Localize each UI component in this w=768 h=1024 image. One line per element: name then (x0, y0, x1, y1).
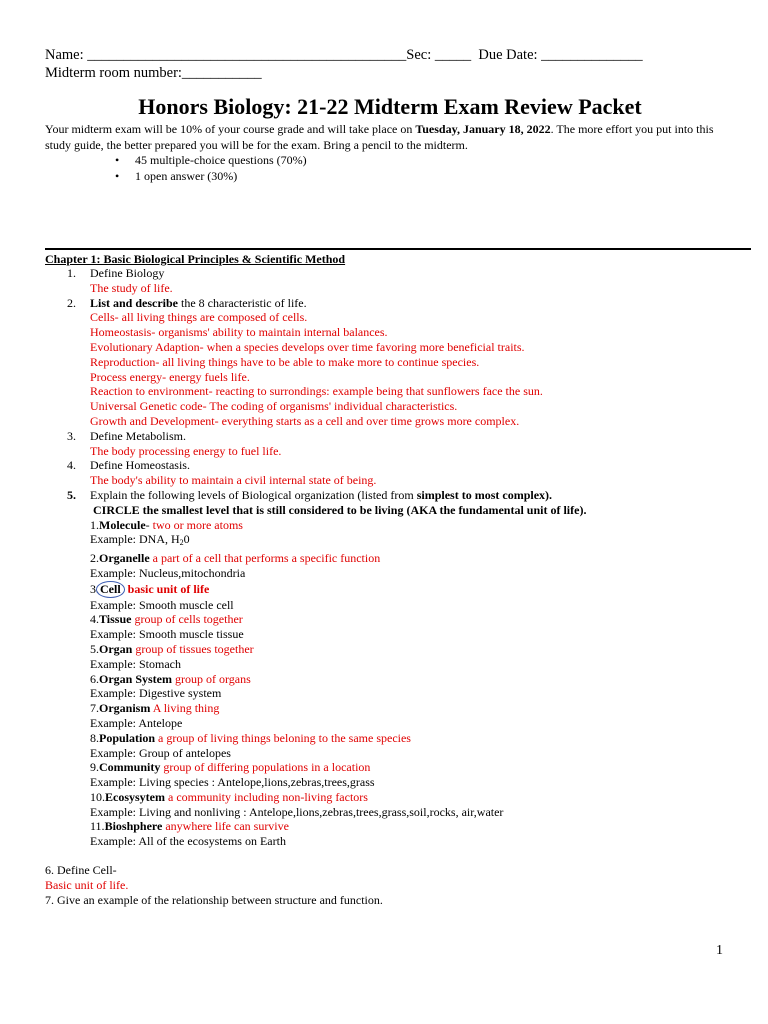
level-item (45, 551, 735, 566)
level-name: Organelle (99, 551, 150, 566)
level-number: 11. (90, 819, 105, 834)
level-name: Ecosysytem (105, 789, 165, 804)
exam-format-list (45, 153, 735, 184)
answer-2-line: Reproduction- all living things have to be able to make more to continue species. (90, 354, 480, 369)
level-item (45, 581, 735, 598)
level-item: 1.Molecule- two or more atoms (90, 517, 243, 532)
level-definition: basic unit of life (127, 581, 210, 596)
answer-1: The study of life. (90, 280, 173, 295)
level-name: Organ System (99, 671, 172, 686)
question-3: 3. Define Metabolism. (67, 428, 186, 443)
document-title: Honors Biology: 21-22 Midterm Exam Review Packet (138, 94, 642, 119)
level-item (45, 790, 735, 805)
level-item (45, 672, 735, 687)
answer-2-line: Universal Genetic code- The coding of organisms' individual characteristics. (90, 399, 458, 414)
level-item (45, 760, 735, 775)
answer-2-line: Growth and Development- everything starts as a cell and over time grows more complex. (90, 413, 520, 428)
level-number: 8. (90, 730, 99, 745)
chapter-heading: Chapter 1: Basic Biological Principles & Scientific Method (45, 252, 346, 266)
level-number: 6. (90, 671, 99, 686)
level-number: 7. (90, 701, 99, 716)
level-example: Example: Nucleus,mitochondria (90, 565, 246, 580)
level-item (45, 819, 735, 834)
level-number: 3. (90, 581, 99, 596)
level-example: Example: Digestive system (90, 686, 222, 701)
level-definition: A living thing (152, 701, 220, 716)
level-number: 1. (90, 517, 99, 532)
level-definition: group of cells together (134, 612, 243, 627)
question-5: 5. Explain the following levels of Biological organization (listed from simplest to most complex). (67, 487, 553, 502)
level-number: 2. (90, 551, 99, 566)
chapter-content (45, 266, 735, 907)
level-item (45, 701, 735, 716)
level-example: Example: Smooth muscle cell (90, 597, 234, 612)
level-example: Example: DNA, $H_20$ (90, 532, 190, 548)
circle-instruction: CIRCLE the smallest level that is still considered to be living (AKA the fundamental unit of life). (93, 502, 587, 517)
level-definition: anywhere life can survive (165, 819, 289, 834)
name-section-date-line: Name: ____________________________________________Sec: _____ Due Date: ______________ (45, 47, 643, 63)
level-name: Organ (99, 641, 133, 656)
level-definition: group of organs (175, 671, 251, 686)
level-example: Example: Stomach (90, 656, 181, 671)
answer-2-line: Process energy- energy fuels life. (90, 369, 250, 384)
level-example: Example: All of the ecosystems on Earth (90, 834, 286, 849)
organization-levels (45, 518, 735, 850)
question-6: 6. Define Cell- (45, 863, 117, 878)
answer-2-line: Evolutionary Adaption- when a species develops over time favoring more beneficial traits. (90, 339, 525, 354)
list-item: • 1 open answer (30%) (135, 169, 735, 185)
question-4: 4. Define Homeostasis. (67, 458, 190, 473)
level-definition: two or more atoms (152, 517, 243, 532)
level-example: Example: Antelope (90, 715, 183, 730)
level-name: Molecule (99, 517, 146, 532)
level-definition: group of tissues together (135, 641, 254, 656)
question-1: 1. Define Biology (67, 266, 165, 280)
level-example: Example: Living species : Antelope,lions,zebras,trees,grass (90, 775, 375, 790)
level-example: Example: Smooth muscle tissue (90, 627, 244, 642)
document-header (45, 47, 735, 184)
level-definition: a part of a cell that performs a specific function (152, 551, 381, 566)
intro-text-1: Your midterm exam will be 10% of your course grade and will take place on (45, 122, 416, 136)
level-item (45, 642, 735, 657)
level-definition: a group of living things beloning to the same species (158, 730, 411, 745)
level-number: 5. (90, 641, 99, 656)
midterm-room-line: Midterm room number:___________ (45, 64, 262, 81)
level-name: Organism (99, 701, 151, 716)
exam-date: Tuesday, January 18, 2022 (415, 122, 551, 136)
answer-2-line: Cells- all living things are composed of cells. (90, 310, 308, 325)
level-number: 10. (90, 789, 105, 804)
answer-2-line: Homeostasis- organisms' ability to maintain internal balances. (90, 325, 388, 340)
level-name: Tissue (99, 612, 132, 627)
list-item: • 45 multiple-choice questions (70%) (135, 153, 735, 169)
answer-4: The body's ability to maintain a civil internal state of being. (90, 473, 377, 488)
level-name: Population (99, 730, 156, 745)
question-2: 2. List and describe the 8 characteristic of life. (67, 295, 307, 310)
level-example: Example: Living and nonliving : Antelope,lions,zebras,trees,grass,soil,rocks, air,water (90, 804, 504, 819)
level-name: Cell (96, 581, 125, 598)
section-divider (45, 248, 751, 250)
page-number: 1 (716, 943, 723, 958)
answer-3: The body processing energy to fuel life. (90, 443, 282, 458)
level-example: Example: Group of antelopes (90, 745, 231, 760)
level-item (45, 612, 735, 627)
level-name: Community (99, 760, 161, 775)
intro-text-2: . The more effort you put into this study guide, the better prepared you will be for the exam. Bring a pencil to the midterm. (45, 122, 714, 152)
intro-paragraph (45, 122, 735, 153)
level-name: Bioshphere (104, 819, 163, 834)
level-definition: group of differing populations in a location (163, 760, 371, 775)
level-number: 9. (90, 760, 99, 775)
level-item (45, 731, 735, 746)
question-7: 7. Give an example of the relationship between structure and function. (45, 892, 383, 907)
level-definition: a community including non-living factors (168, 789, 368, 804)
answer-2-line: Reaction to environment- reacting to surrondings: example being that sunflowers face the sun. (90, 384, 543, 399)
level-number: 4. (90, 612, 99, 627)
answer-6: Basic unit of life. (45, 877, 129, 892)
